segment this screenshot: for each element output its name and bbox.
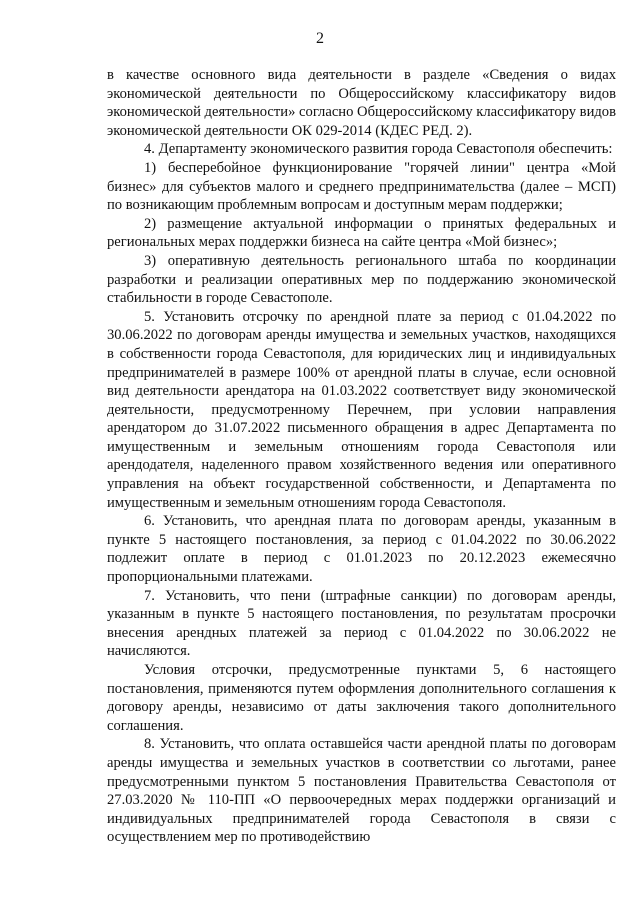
paragraph-item-4-1: 1) бесперебойное функционирование "горячей линии" центра «Мой бизнес» для субъектов малого и среднего предпринимательства (далее – МСП) по возникающим проблемным вопросам и доступным мерам поддержки; [107, 159, 616, 214]
page-number: 2 [316, 30, 324, 47]
paragraph-item-8: 8. Установить, что оплата оставшейся части арендной платы по договорам аренды имущества и земельных участков в соответствии со льготами, ранее предусмотренными пунктом 5 постановления Правительства Севастополя от 27.03.2020 № 110-ПП «О первоочередных мерах поддержки организаций и индивидуальных предпринимателей города Севастополя в связи с осуществлением мер по противодействию [107, 736, 616, 846]
paragraph-deferral-conditions: Условия отсрочки, предусмотренные пунктами 5, 6 настоящего постановления, применяются путем оформления дополнительного соглашения к договору аренды, независимо от даты заключения такого дополнительного соглашения. [107, 662, 616, 734]
paragraph-item-7: 7. Установить, что пени (штрафные санкции) по договорам аренды, указанным в пункте 5 настоящего постановления, по результатам просрочки внесения арендных платежей за период с 01.04.2022 по 30.06.2022 не начисляются. [107, 587, 616, 660]
paragraph-item-6: 6. Установить, что арендная плата по договорам аренды, указанным в пункте 5 настоящего постановления, за период с 01.04.2022 по 30.06.2022 подлежит оплате в период с 01.01.2023 по 20.12.2023 ежемесячно пропорциональными платежами. [107, 513, 616, 586]
paragraph-item-4-2: 2) размещение актуальной информации о принятых федеральных и региональных мерах поддержки бизнеса на сайте центра «Мой бизнес»; [107, 215, 616, 251]
paragraph-item-4: 4. Департаменту экономического развития города Севастополя обеспечить: [144, 141, 613, 158]
paragraph-item-5: 5. Установить отсрочку по арендной плате за период с 01.04.2022 по 30.06.2022 по договорам аренды имущества и земельных участков, находящихся в собственности города Севастополя, для юридических лиц и индивидуальных предпринимателей в размере 100% от арендной платы в случае, если основной вид деятельности арендатора на 01.03.2022 соответствует виду экономической деятельности, предусмотренному Перечнем, при условии направления арендатором до 31.07.2022 письменного обращения в адрес Департамента по имущественным и земельным отношениям города Севастополя или арендодателя, наделенного правом хозяйственного ведения или оперативного управления на объект государственной собственности, и Департамента по имущественным и земельным отношениям города Севастополя. [107, 308, 616, 511]
paragraph-okved-continuation: в качестве основного вида деятельности в разделе «Сведения о видах экономической деятельности по Общероссийскому классификатору видов экономической деятельности» согласно Общероссийскому классификатору видов экономической деятельности ОК 029-2014 (КДЕС РЕД. 2). [107, 67, 616, 139]
paragraph-item-4-3: 3) оперативную деятельность регионального штаба по координации разработки и реализации оперативных мер по поддержанию экономической стабильности в городе Севастополе. [107, 252, 616, 307]
document-body [107, 66, 616, 847]
